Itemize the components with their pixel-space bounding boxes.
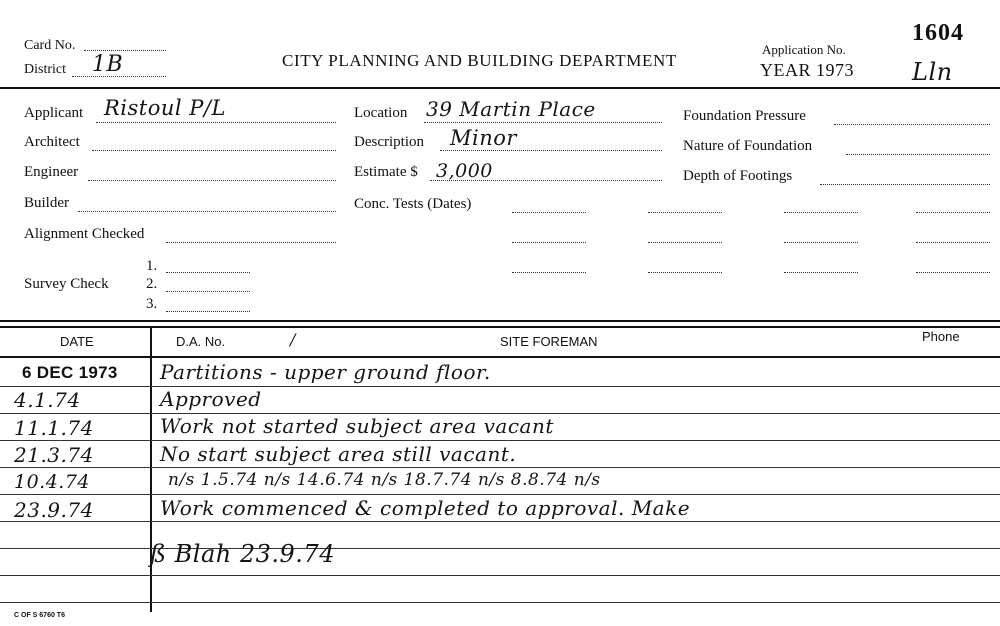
da-no-column-header: D.A. No. (176, 334, 226, 349)
conc-test-line (916, 242, 990, 243)
table-row-date: 21.3.74 (14, 443, 94, 467)
date-column-divider (150, 328, 152, 612)
table-row-date: 4.1.74 (14, 388, 81, 412)
site-foreman-column-header: SITE FOREMAN (500, 334, 598, 349)
form-code: C OF S 6760 T6 (14, 612, 65, 619)
table-row-entry: Work commenced & completed to approval. Make (160, 496, 691, 520)
foundation-pressure-line (834, 124, 990, 125)
table-row-date: 10.4.74 (14, 471, 91, 493)
foundation-pressure-label: Foundation Pressure (683, 108, 806, 124)
location-line (424, 122, 662, 123)
table-row-rule (0, 575, 1000, 576)
estimate-label: Estimate $ (354, 164, 418, 180)
conc-test-line (648, 272, 722, 273)
table-row-date: 6 DEC 1973 (22, 363, 118, 382)
conc-test-line (784, 272, 858, 273)
architect-line (92, 150, 336, 151)
description-line (440, 150, 662, 151)
conc-test-line (916, 272, 990, 273)
table-row-entry: Approved (160, 387, 262, 411)
description-value: Minor (450, 126, 517, 150)
depth-of-footings-label: Depth of Footings (683, 168, 793, 184)
survey-line-2 (166, 291, 250, 292)
estimate-value: 3,000 (436, 160, 493, 182)
header-divider (0, 87, 1000, 89)
table-row-date: 23.9.74 (14, 498, 94, 522)
applicant-line (96, 122, 336, 123)
conc-test-line (648, 212, 722, 213)
survey-item-2: 2. (146, 276, 158, 292)
builder-label: Builder (24, 195, 69, 211)
survey-line-3 (166, 311, 250, 312)
conc-tests-label: Conc. Tests (Dates) (354, 196, 472, 212)
conc-test-line (648, 242, 722, 243)
location-value: 39 Martin Place (426, 97, 596, 121)
applicant-label: Applicant (24, 105, 84, 121)
application-initials: Lln (912, 58, 953, 86)
table-row-rule (0, 602, 1000, 603)
table-row-rule (0, 494, 1000, 495)
table-row-entry: Work not started subject area vacant (160, 414, 554, 438)
conc-test-line (512, 242, 586, 243)
survey-check-label: Survey Check (24, 276, 109, 292)
nature-of-foundation-line (846, 154, 990, 155)
depth-of-footings-line (820, 184, 990, 185)
phone-column-header: Phone (922, 329, 960, 344)
engineer-label: Engineer (24, 164, 79, 180)
alignment-checked-line (166, 242, 336, 243)
table-row-entry: n/s 1.5.74 n/s 14.6.74 n/s 18.7.74 n/s 8.8.74 n/s (168, 470, 601, 490)
da-no-mark: / (290, 330, 296, 349)
conc-test-line (784, 212, 858, 213)
builder-line (78, 211, 336, 212)
date-column-header: DATE (60, 334, 94, 349)
card-no-line (84, 50, 166, 51)
table-row-rule (0, 386, 1000, 387)
application-number: 1604 (912, 20, 964, 46)
table-row-entry: No start subject area still vacant. (160, 442, 517, 466)
signature: ß Blah 23.9.74 (150, 540, 335, 568)
survey-line-1 (166, 272, 250, 273)
location-label: Location (354, 105, 408, 121)
nature-of-foundation-label: Nature of Foundation (683, 138, 813, 154)
table-row-date: 11.1.74 (14, 416, 94, 440)
table-row-rule (0, 440, 1000, 441)
survey-item-1: 1. (146, 258, 158, 274)
architect-label: Architect (24, 134, 80, 150)
table-top-border (0, 320, 1000, 322)
engineer-line (88, 180, 336, 181)
application-label: Application No. (762, 42, 846, 57)
survey-item-3: 3. (146, 296, 158, 312)
conc-test-line (512, 272, 586, 273)
district-value: 1B (92, 52, 124, 77)
conc-test-line (512, 212, 586, 213)
conc-test-line (916, 212, 990, 213)
table-row-entry: Partitions - upper ground floor. (160, 360, 491, 384)
card-no-label: Card No. (24, 38, 76, 53)
year-label: YEAR 1973 (760, 60, 854, 80)
table-row-rule (0, 521, 1000, 522)
description-label: Description (354, 134, 424, 150)
table-row-rule (0, 467, 1000, 468)
district-label: District (24, 62, 66, 77)
conc-test-line (784, 242, 858, 243)
applicant-value: Ristoul P/L (104, 96, 226, 120)
department-title: CITY PLANNING AND BUILDING DEPARTMENT (282, 51, 677, 70)
alignment-checked-label: Alignment Checked (24, 226, 145, 242)
